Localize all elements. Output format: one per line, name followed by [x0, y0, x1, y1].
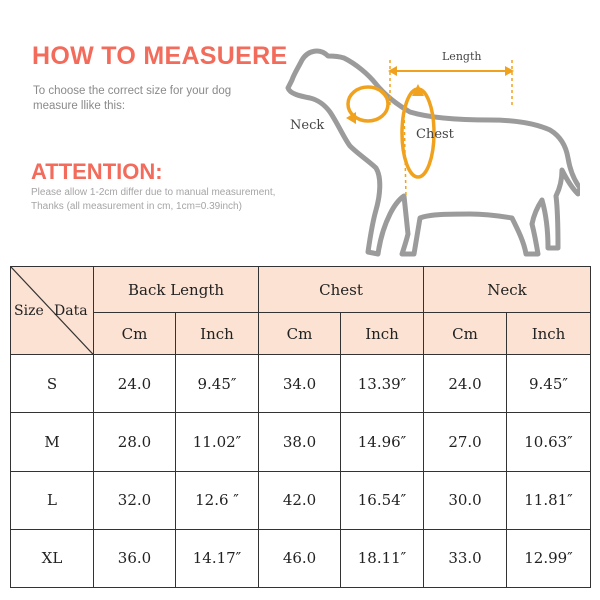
- value-cell: 13.39″: [341, 355, 424, 413]
- table-row: [11, 355, 591, 413]
- unit-header: Inch: [507, 313, 591, 355]
- intro-text: To choose the correct size for your dog measure llike this:: [33, 85, 232, 112]
- value-cell: 14.96″: [341, 413, 424, 471]
- unit-header: Inch: [341, 313, 424, 355]
- value-cell: 24.0: [94, 355, 176, 413]
- value-cell: 34.0: [259, 355, 341, 413]
- unit-header: Cm: [94, 313, 176, 355]
- value-cell: 11.02″: [176, 413, 259, 471]
- header-row-groups: [11, 267, 591, 313]
- unit-header: Cm: [259, 313, 341, 355]
- size-chart-table: [10, 266, 591, 588]
- value-cell: 9.45″: [507, 355, 591, 413]
- dog-measurement-diagram: [280, 38, 580, 263]
- attention-title: ATTENTION:: [31, 159, 163, 184]
- size-cell: XL: [11, 529, 94, 587]
- table-row: [11, 471, 591, 529]
- corner-cell: [11, 267, 94, 355]
- group-header-chest: Chest: [259, 267, 424, 313]
- unit-header: Inch: [176, 313, 259, 355]
- table-row: [11, 529, 591, 587]
- attention-note-line-2: Thanks (all measurement in cm, 1cm=0.39inch): [31, 201, 242, 212]
- size-cell: M: [11, 413, 94, 471]
- chest-label: Chest: [416, 127, 454, 142]
- size-cell: S: [11, 355, 94, 413]
- unit-header: Cm: [424, 313, 507, 355]
- value-cell: 9.45″: [176, 355, 259, 413]
- corner-label-size: Size: [14, 303, 44, 319]
- value-cell: 36.0: [94, 529, 176, 587]
- value-cell: 42.0: [259, 471, 341, 529]
- page-title: HOW TO MEASUERE: [32, 42, 288, 70]
- corner-label-data: Data: [54, 303, 88, 319]
- value-cell: 11.81″: [507, 471, 591, 529]
- value-cell: 32.0: [94, 471, 176, 529]
- header-row-units: [11, 313, 591, 355]
- value-cell: 10.63″: [507, 413, 591, 471]
- neck-label: Neck: [290, 118, 325, 133]
- table-row: [11, 413, 591, 471]
- value-cell: 46.0: [259, 529, 341, 587]
- value-cell: 14.17″: [176, 529, 259, 587]
- group-header-back-length: Back Length: [94, 267, 259, 313]
- value-cell: 12.99″: [507, 529, 591, 587]
- value-cell: 27.0: [424, 413, 507, 471]
- length-label: Length: [442, 50, 482, 63]
- group-header-neck: Neck: [424, 267, 591, 313]
- value-cell: 30.0: [424, 471, 507, 529]
- value-cell: 16.54″: [341, 471, 424, 529]
- attention-note: [31, 186, 321, 214]
- size-cell: L: [11, 471, 94, 529]
- value-cell: 24.0: [424, 355, 507, 413]
- attention-note-line-1: Please allow 1-2cm differ due to manual measurement,: [31, 187, 276, 198]
- value-cell: 28.0: [94, 413, 176, 471]
- value-cell: 38.0: [259, 413, 341, 471]
- value-cell: 33.0: [424, 529, 507, 587]
- value-cell: 18.11″: [341, 529, 424, 587]
- value-cell: 12.6 ″: [176, 471, 259, 529]
